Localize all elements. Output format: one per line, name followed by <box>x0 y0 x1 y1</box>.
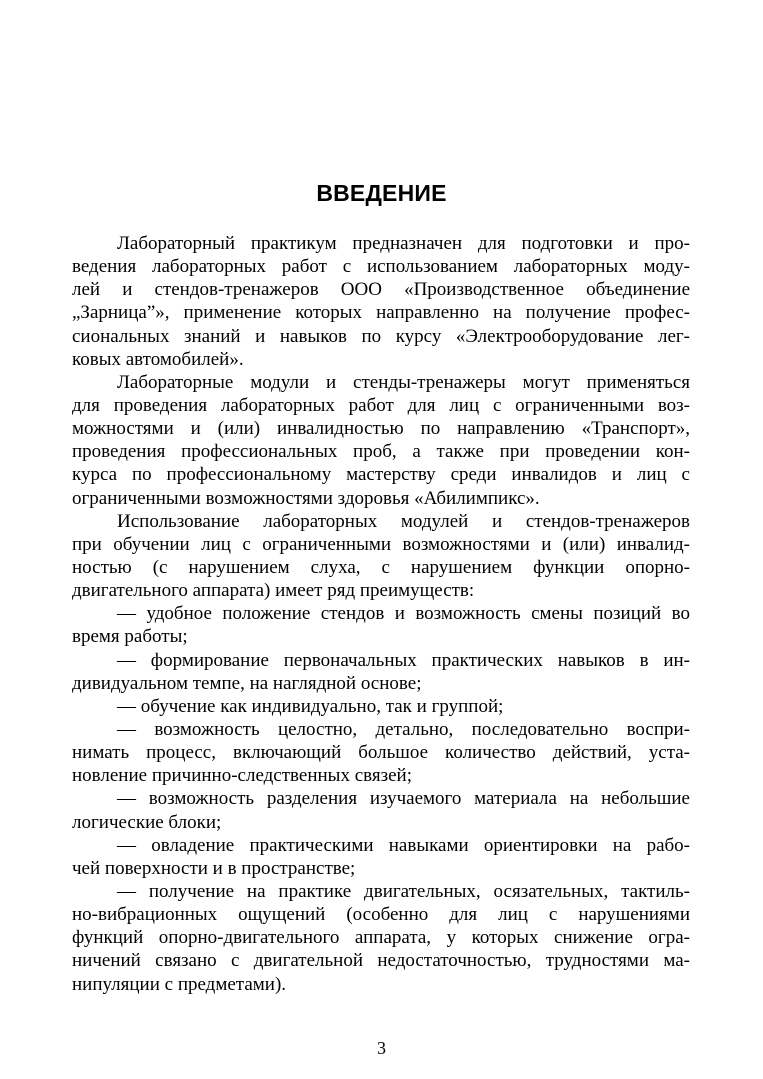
text-line: сиональных знаний и навыков по курсу «Электрооборудование лег- <box>72 325 690 347</box>
page-number: 3 <box>377 1038 386 1058</box>
list-item-line: но-вибрационных ощущений (особенно для лиц с нарушениями <box>72 904 690 926</box>
list-item-line: дивидуальном темпе, на наглядной основе; <box>72 672 422 694</box>
list-item-line: — овладение практическими навыками ориентировки на рабо- <box>117 834 690 856</box>
list-item-line: — формирование первоначальных практических навыков в ин- <box>117 649 690 671</box>
text-line: при обучении лиц с ограниченными возможностями и (или) инвалид- <box>72 533 690 555</box>
list-item-line: время работы; <box>72 626 188 648</box>
text-line: Лабораторные модули и стенды-тренажеры могут применяться <box>117 371 690 393</box>
text-line: для проведения лабораторных работ для лиц с ограниченными воз- <box>72 394 690 416</box>
list-item-line: новление причинно-следственных связей; <box>72 765 412 787</box>
body-text <box>72 232 690 996</box>
text-line: курса по профессиональному мастерству среди инвалидов и лиц с <box>72 464 690 486</box>
list-item-line: нимать процесс, включающий большое количество действий, уста- <box>72 742 690 764</box>
list-item-line: — возможность целостно, детально, последовательно воспри- <box>117 718 690 740</box>
list-item-line: нипуляции с предметами). <box>72 973 287 995</box>
text-line: „Зарница”», применение которых направленно на получение профес- <box>72 302 690 324</box>
list-item-line: — получение на практике двигательных, осязательных, тактиль- <box>117 880 690 902</box>
page-title: ВВЕДЕНИЕ <box>316 180 447 206</box>
text-line: лей и стендов-тренажеров ООО «Производственное объединение <box>72 279 690 301</box>
text-line: двигательного аппарата) имеет ряд преимуществ: <box>72 580 475 602</box>
list-item-line: логические блоки; <box>72 811 222 833</box>
list-item-line: функций опорно-двигательного аппарата, у которых снижение огра- <box>72 927 690 949</box>
text-line: ностью (с нарушением слуха, с нарушением функции опорно- <box>72 556 690 578</box>
list-item-line: — возможность разделения изучаемого материала на небольшие <box>117 788 690 810</box>
text-line: Лабораторный практикум предназначен для подготовки и про- <box>117 233 690 254</box>
text-line: Использование лабораторных модулей и стендов-тренажеров <box>117 510 690 532</box>
list-item-line: — удобное положение стендов и возможность смены позиций во <box>117 603 690 625</box>
text-line: можностями и (или) инвалидностью по направлению «Транспорт», <box>72 418 690 440</box>
list-item-line: ничений связано с двигательной недостаточностью, трудностями ма- <box>72 950 690 972</box>
text-line: ковых автомобилей». <box>72 348 244 370</box>
text-line: ведения лабораторных работ с использованием лабораторных моду- <box>72 256 690 278</box>
text-line: ограниченными возможностями здоровья «Абилимпикс». <box>72 487 540 509</box>
text-line: проведения профессиональных проб, а также при проведении кон- <box>72 441 690 463</box>
list-item-line: — обучение как индивидуально, так и группой; <box>117 695 504 717</box>
list-item-line: чей поверхности и в пространстве; <box>72 857 356 879</box>
